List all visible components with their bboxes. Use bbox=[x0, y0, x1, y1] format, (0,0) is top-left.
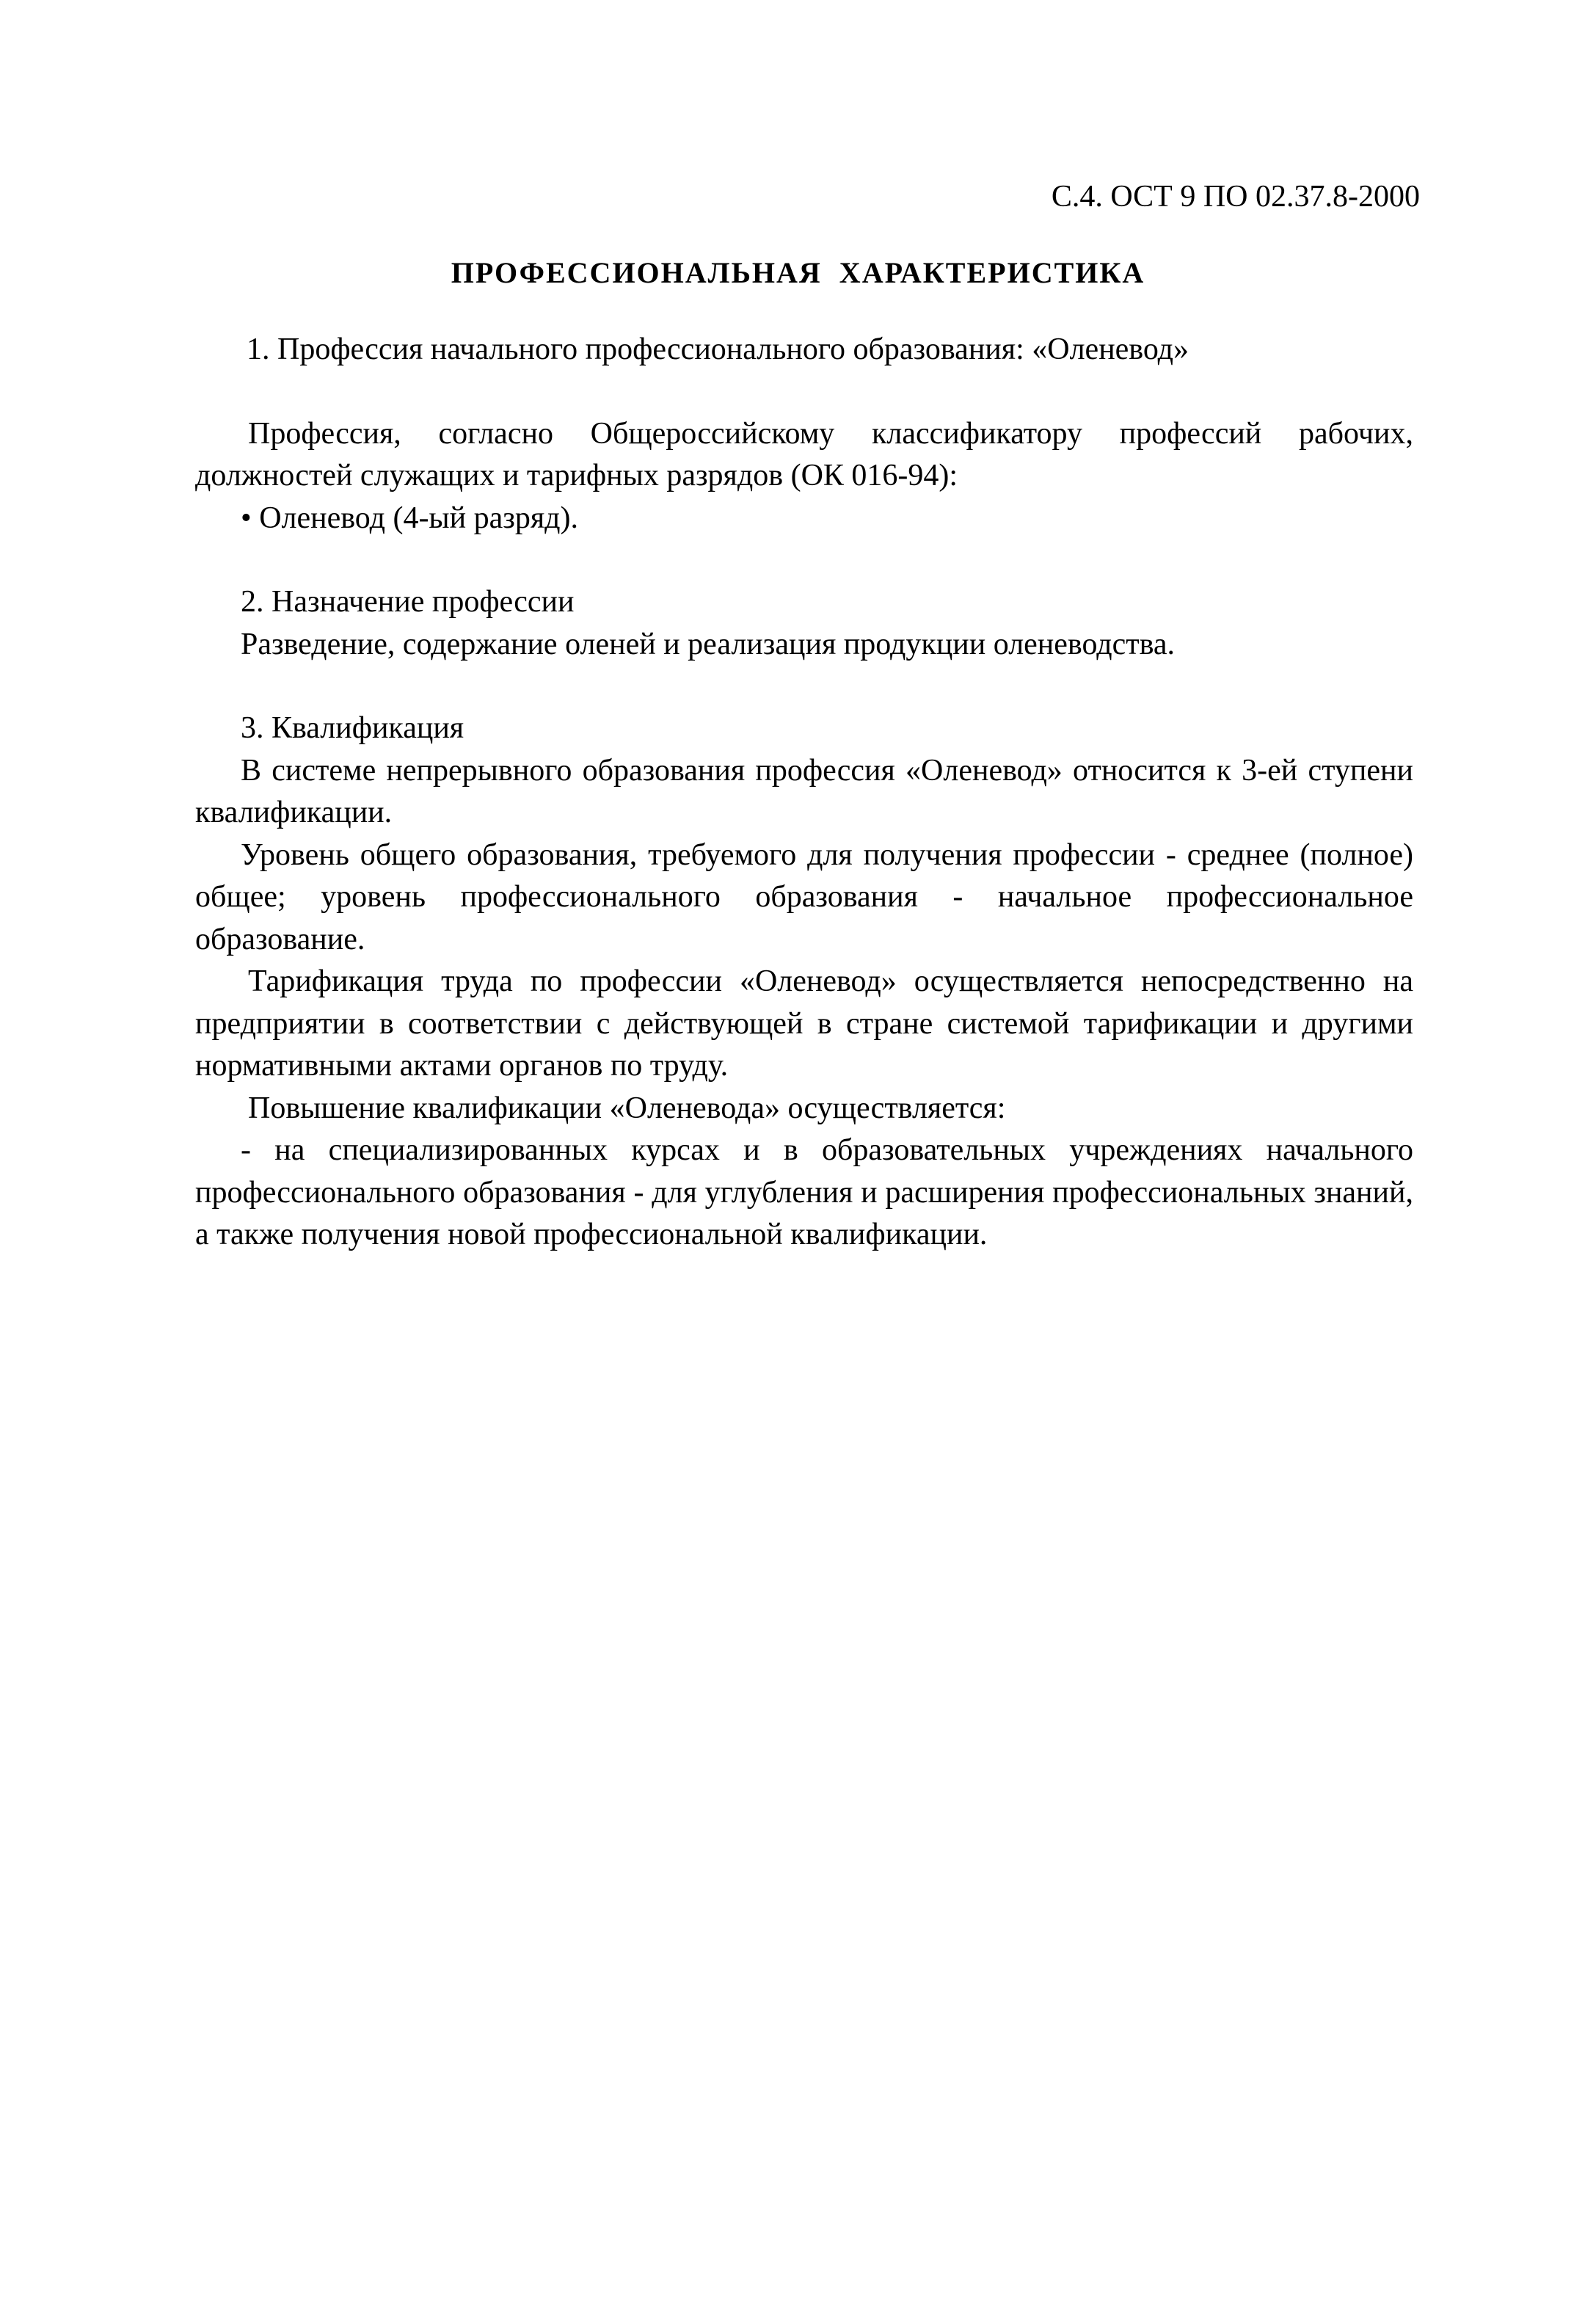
section-1-bullet: • Оленевод (4-ый разряд). bbox=[241, 501, 579, 535]
section-2-text: Разведение, содержание оленей и реализация продукции оленеводства. bbox=[241, 627, 1176, 661]
section-3-paragraph-4: Повышение квалификации «Оленевода» осуществляется: bbox=[248, 1091, 1006, 1125]
section-3-paragraph-5: - на специализированных курсах и в образовательных учреждениях начального профессионального образования - для углубления и расширения профессиональных знаний, а также получения новой профессиональной квалификации. bbox=[195, 1133, 1413, 1251]
section-1-paragraph: Профессия, согласно Общероссийскому классификатору профессий рабочих, должностей служащих и тарифных разрядов (ОК 016-94): bbox=[195, 416, 1413, 492]
section-1-heading: 1. Профессия начального профессионального образования: «Оленевод» bbox=[247, 332, 1189, 366]
spacer bbox=[195, 666, 1413, 708]
page-reference: С.4. ОСТ 9 ПО 02.37.8-2000 bbox=[1051, 180, 1420, 214]
spacer bbox=[195, 371, 1413, 413]
section-3-paragraph-2: Уровень общего образования, требуемого для получения профессии - среднее (полное) общее; уровень профессионального образования - начальное профессиональное образование. bbox=[195, 837, 1413, 956]
section-2-heading: 2. Назначение профессии bbox=[241, 585, 575, 619]
section-3-paragraph-3: Тарификация труда по профессии «Оленевод» осуществляется непосредственно на предприятии в соответствии с действующей в стране системой тарификации и другими нормативными актами органов по труду. bbox=[195, 964, 1413, 1083]
section-3-heading: 3. Квалификация bbox=[241, 711, 464, 745]
section-3-paragraph-1: В системе непрерывного образования профессия «Оленевод» относится к 3-ей ступени квалификации. bbox=[195, 753, 1413, 829]
document-body bbox=[195, 329, 1413, 1257]
document-title: ПРОФЕССИОНАЛЬНАЯ ХАРАКТЕРИСТИКА bbox=[451, 256, 1145, 289]
spacer bbox=[195, 539, 1413, 581]
